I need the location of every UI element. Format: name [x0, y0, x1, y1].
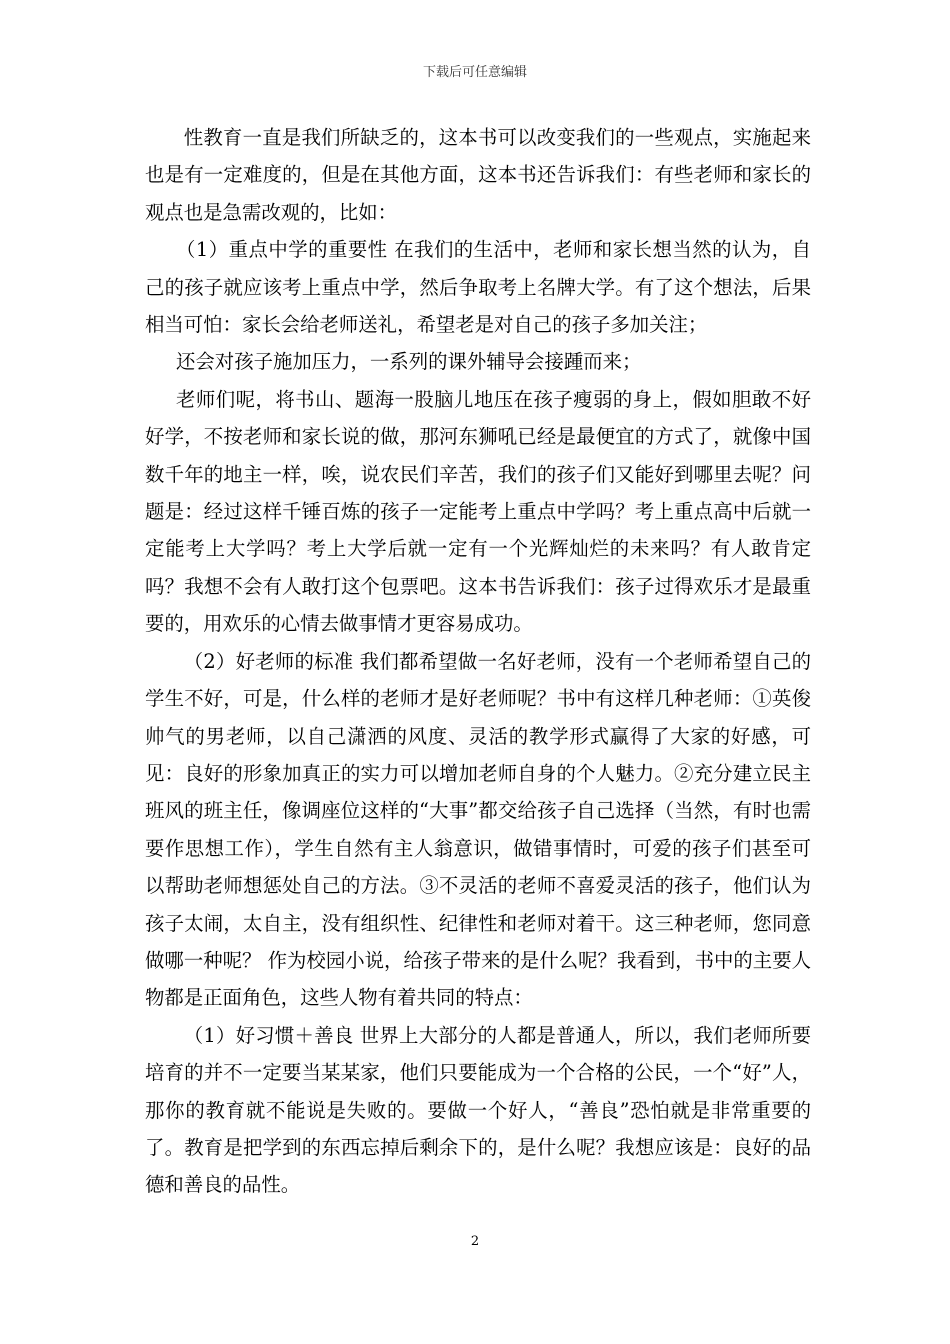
document-body: [145, 119, 811, 1204]
paragraph-sex-education: 性教育一直是我们所缺乏的，这本书可以改变我们的一些观点，实施起来也是有一定难度的，但是在其他方面，这本书还告诉我们：有些老师和家长的观点也是急需改观的，比如：: [145, 126, 811, 224]
page-number: 2: [470, 1234, 480, 1249]
paragraph-pressure-on-children: 还会对孩子施加压力，一系列的课外辅导会接踵而来；: [176, 350, 642, 374]
paragraph-key-school-importance: （1）重点中学的重要性 在我们的生活中，老师和家长想当然的认为，自己的孩子就应该考上重点中学，然后争取考上名牌大学。有了这个想法，后果相当可怕：家长会给老师送礼，希望老是对自己的孩子多加关注；: [145, 238, 811, 337]
page-header: 下载后可任意编辑: [422, 65, 527, 80]
paragraph-good-habits-kindness: （1）好习惯＋善良 世界上大部分的人都是普通人，所以，我们老师所要培育的并不一定要当某某家，他们只要能成为一个合格的公民，一个“好”人，那你的教育就不能说是失败的。要做一个好人，“善良”恐怕就是非常重要的了。教育是把学到的东西忘掉后剩余下的，是什么呢？我想应该是：良好的品德和善良的品性。: [145, 1023, 811, 1197]
paragraph-teachers-burden: 老师们呢，将书山、题海一股脑儿地压在孩子瘦弱的身上，假如胆敢不好好学，不按老师和家长说的做，那河东狮吼已经是最便宜的方式了，就像中国数千年的地主一样，唉，说农民们辛苦，我们的孩子们又能好到哪里去呢？问题是：经过这样千锤百炼的孩子一定能考上重点中学吗？考上重点高中后就一定能考上大学吗？考上大学后就一定有一个光辉灿烂的未来吗？有人敢肯定吗？我想不会有人敢打这个包票吧。这本书告诉我们：孩子过得欢乐才是最重要的，用欢乐的心情去做事情才更容易成功。: [145, 387, 811, 636]
paragraph-good-teacher-standard: （2）好老师的标准 我们都希望做一名好老师，没有一个老师希望自己的学生不好，可是，什么样的老师才是好老师呢？书中有这样几种老师：①英俊帅气的男老师，以自己潇洒的风度、灵活的教学形式赢得了大家的好感，可见：良好的形象加真正的实力可以增加老师自身的个人魅力。②充分建立民主班风的班主任，像调座位这样的“大事”都交给孩子自己选择（当然，有时也需要作思想工作），学生自然有主人翁意识，做错事情时，可爱的孩子们甚至可以帮助老师想惩处自己的方法。③不灵活的老师不喜爱灵活的孩子，他们认为孩子太闹，太自主，没有组织性、纪律性和老师对着干。这三种老师，您同意做哪一种呢？ 作为校园小说，给孩子带来的是什么呢？我看到，书中的主要人物都是正面角色，这些人物有着共同的特点：: [145, 649, 811, 1010]
